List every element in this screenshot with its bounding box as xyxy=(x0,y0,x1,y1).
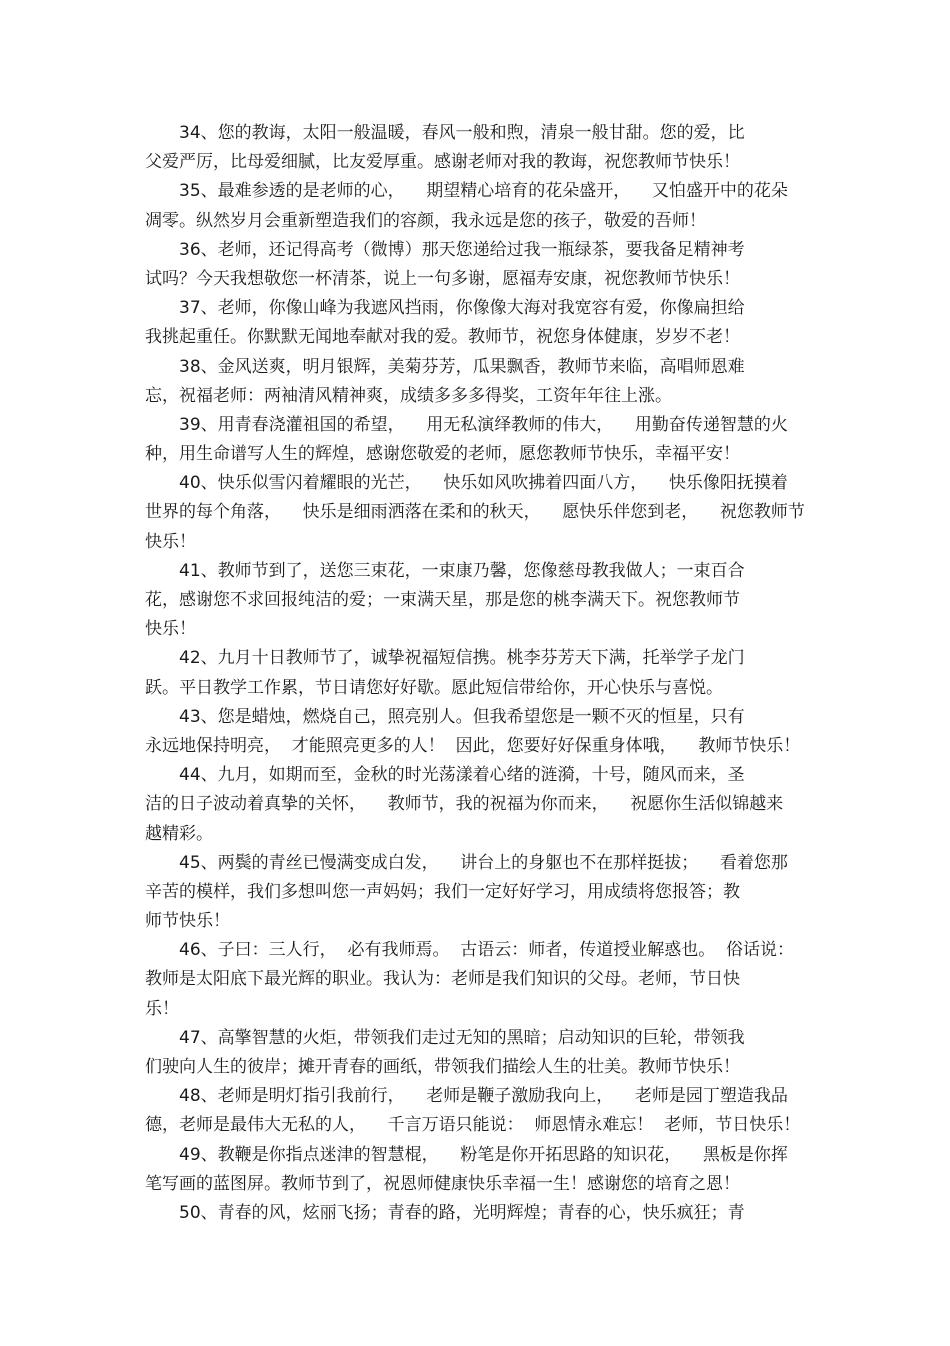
text-line: 洁的日子波动着真挚的关怀， 教师节，我的祝福为你而来， 祝愿你生活似锦越来 xyxy=(145,794,784,815)
text-line: 德，老师是最伟大无私的人， 千言万语只能说： 师恩情永难忘！ 老师，节日快乐！ xyxy=(145,1115,801,1136)
text-line: 38、金风送爽，明月银辉，美菊芬芳，瓜果飘香，教师节来临，高唱师恩难 xyxy=(179,356,745,377)
text-line: 41、教师节到了，送您三束花，一束康乃馨，您像慈母教我做人；一束百合 xyxy=(179,560,745,581)
text-line: 34、您的教诲，太阳一般温暖，春风一般和煦，清泉一般甘甜。您的爱，比 xyxy=(179,123,745,143)
text-line: 42、九月十日教师节了，诚挚祝福短信携。桃李芬芳天下满，托举学子龙门 xyxy=(179,648,745,669)
text-line: 辛苦的模样，我们多想叫您一声妈妈；我们一定好好学习，用成绩将您报答；教 xyxy=(145,881,740,902)
text-line: 我挑起重任。你默默无闻地奉献对我的爱。教师节，祝您身体健康，岁岁不老！ xyxy=(145,327,740,348)
text-line: 忘，祝福老师：两袖清风精神爽，成绩多多多得奖，工资年年往上涨。 xyxy=(145,385,672,406)
text-line: 49、教鞭是你指点迷津的智慧棍， 粉笔是你开拓思路的知识花， 黑板是你挥 xyxy=(179,1144,788,1165)
text-line: 40、快乐似雪闪着耀眼的光芒， 快乐如风吹拂着四面八方， 快乐像阳抚摸着 xyxy=(179,473,788,494)
text-line: 37、老师，你像山峰为我遮风挡雨，你像像大海对我宽容有爱，你像扁担给 xyxy=(179,298,745,319)
text-line: 快乐！ xyxy=(145,619,196,640)
text-line: 种，用生命谱写人生的辉煌，感谢您敬爱的老师，愿您教师节快乐，幸福平安！ xyxy=(145,444,740,465)
text-line: 永远地保持明亮， 才能照亮更多的人！ 因此，您要好好保重身体哦， 教师节快乐！ xyxy=(145,735,801,756)
text-line: 世界的每个角落， 快乐是细雨洒落在柔和的秋天， 愿快乐伴您到老， 祝您教师节 xyxy=(145,502,805,523)
text-line: 45、两鬓的青丝已慢满变成白发， 讲台上的身躯也不在那样挺拔； 看着您那 xyxy=(179,852,788,873)
text-line: 36、老师，还记得高考（微博）那天您递给过我一瓶绿茶，要我备足精神考 xyxy=(179,239,745,260)
text-line: 笔写画的蓝图屏。教师节到了，祝恩师健康快乐幸福一生！感谢您的培育之恩！ xyxy=(145,1173,740,1194)
text-line: 凋零。纵然岁月会重新塑造我们的容颜，我永远是您的孩子，敬爱的吾师！ xyxy=(145,210,706,231)
text-line: 44、九月，如期而至，金秋的时光荡漾着心绪的涟漪，十号，随风而来，圣 xyxy=(179,765,745,786)
text-line: 50、青春的风，炫丽飞扬；青春的路，光明辉煌；青春的心，快乐疯狂；青 xyxy=(179,1202,745,1223)
text-line: 花，感谢您不求回报纯洁的爱；一束满天星，那是您的桃李满天下。祝您教师节 xyxy=(145,590,740,610)
text-line: 39、用青春浇灌祖国的希望， 用无私演绎教师的伟大， 用勤奋传递智慧的火 xyxy=(179,414,788,435)
text-line: 师节快乐！ xyxy=(145,911,230,932)
text-line: 父爱严厉，比母爱细腻，比友爱厚重。感谢老师对我的教诲，祝您教师节快乐！ xyxy=(145,152,740,173)
text-line: 46、子曰：三人行， 必有我师焉。 古语云：师者，传道授业解惑也。 俗话说： xyxy=(179,940,795,961)
text-line: 乐！ xyxy=(145,998,179,1019)
text-line: 快乐！ xyxy=(145,531,196,552)
text-line: 48、老师是明灯指引我前行， 老师是鞭子激励我向上， 老师是园丁塑造我品 xyxy=(179,1086,788,1107)
text-line: 43、您是蜡烛，燃烧自己，照亮别人。但我希望您是一颗不灭的恒星，只有 xyxy=(179,706,745,727)
text-line: 越精彩。 xyxy=(145,823,213,844)
document-body xyxy=(145,119,805,1228)
text-line: 教师是太阳底下最光辉的职业。我认为：老师是我们知识的父母。老师，节日快 xyxy=(145,969,740,990)
text-line: 35、最难参透的是老师的心， 期望精心培育的花朵盛开， 又怕盛开中的花朵 xyxy=(179,181,788,202)
text-line: 跃。平日教学工作累，节日请您好好歇。愿此短信带给你，开心快乐与喜悦。 xyxy=(145,677,723,698)
text-line: 试吗？今天我想敬您一杯清茶，说上一句多谢，愿福寿安康，祝您教师节快乐！ xyxy=(145,268,740,289)
text-line: 47、高擎智慧的火炬，带领我们走过无知的黑暗；启动知识的巨轮，带领我 xyxy=(179,1027,745,1048)
text-line: 们驶向人生的彼岸；摊开青春的画纸，带领我们描绘人生的壮美。教师节快乐！ xyxy=(145,1057,740,1077)
